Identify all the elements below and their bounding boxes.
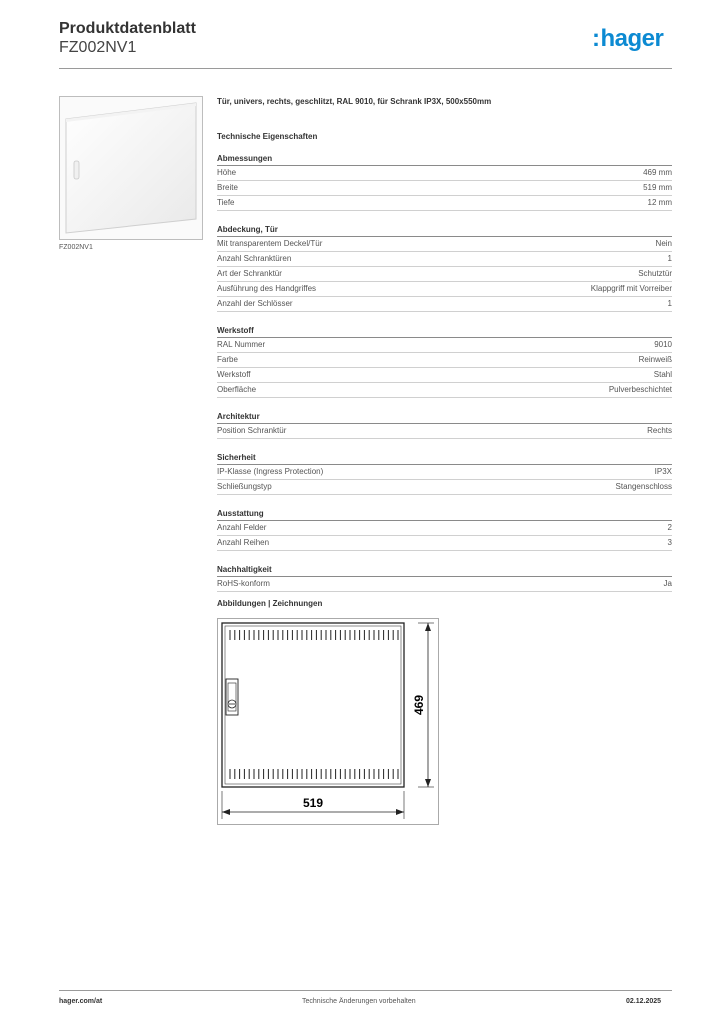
spec-group: [217, 324, 672, 398]
spec-group: [217, 563, 672, 592]
spec-label: Anzahl der Schlösser: [217, 299, 293, 308]
footer-disclaimer: Technische Änderungen vorbehalten: [302, 998, 416, 1005]
spec-value: Pulverbeschichtet: [608, 385, 672, 394]
spec-label: Schließungstyp: [217, 482, 272, 491]
spec-row: [217, 267, 672, 282]
spec-label: Anzahl Reihen: [217, 538, 270, 547]
header-divider: [59, 68, 672, 69]
spec-value: Schutztür: [638, 269, 672, 278]
spec-value: 469 mm: [643, 168, 672, 177]
spec-label: IP-Klasse (Ingress Protection): [217, 467, 324, 476]
spec-label: Tiefe: [217, 198, 235, 207]
page-title: Produktdatenblatt: [59, 20, 196, 37]
technical-drawing: [217, 618, 439, 825]
drawing-svg: [218, 619, 438, 824]
spec-row: [217, 353, 672, 368]
spec-value: Rechts: [647, 426, 672, 435]
spec-row: [217, 297, 672, 312]
spec-row: [217, 338, 672, 353]
spec-row: [217, 383, 672, 398]
spec-label: Oberfläche: [217, 385, 257, 394]
spec-value: Stahl: [653, 370, 672, 379]
spec-label: RAL Nummer: [217, 340, 266, 349]
spec-value: Stangenschloss: [615, 482, 672, 491]
spec-label: Anzahl Felder: [217, 523, 267, 532]
spec-group-title: Sicherheit: [217, 451, 672, 465]
spec-value: 3: [667, 538, 672, 547]
spec-value: 9010: [654, 340, 672, 349]
footer-website[interactable]: hager.com/at: [59, 998, 103, 1005]
spec-row: [217, 196, 672, 211]
height-dimension: [412, 623, 434, 787]
footer-divider: [59, 990, 672, 991]
spec-row: [217, 424, 672, 439]
spec-label: Werkstoff: [217, 370, 251, 379]
footer-date: 02.12.2025: [626, 998, 662, 1005]
spec-group-title: Abdeckung, Tür: [217, 223, 672, 237]
spec-row: [217, 577, 672, 592]
specs-section: [217, 132, 672, 604]
product-image: [59, 96, 203, 240]
spec-label: Anzahl Schranktüren: [217, 254, 292, 263]
article-number: FZ002NV1: [59, 39, 137, 56]
door-photo-illustration: [60, 97, 202, 239]
spec-value: 2: [667, 523, 672, 532]
handle-icon: [226, 679, 238, 715]
spec-row: [217, 237, 672, 252]
spec-group: [217, 451, 672, 495]
spec-label: Höhe: [217, 168, 237, 177]
spec-label: Breite: [217, 183, 238, 192]
spec-label: Ausführung des Handgriffes: [217, 284, 317, 293]
specs-heading: Technische Eigenschaften: [217, 132, 318, 141]
product-description: Tür, univers, rechts, geschlitzt, RAL 9010, für Schrank IP3X, 500x550mm: [217, 97, 492, 106]
spec-group: [217, 410, 672, 439]
spec-group-title: Architektur: [217, 410, 672, 424]
width-dimension: [222, 791, 404, 819]
spec-row: [217, 465, 672, 480]
spec-row: [217, 282, 672, 297]
spec-label: Farbe: [217, 355, 238, 364]
width-label: 519: [302, 796, 324, 810]
spec-groups: [217, 152, 672, 592]
spec-group: [217, 223, 672, 312]
drawings-title: Abbildungen | Zeichnungen: [217, 599, 323, 608]
spec-row: [217, 368, 672, 383]
spec-value: 1: [667, 254, 672, 263]
spec-value: Ja: [663, 579, 672, 588]
spec-row: [217, 252, 672, 267]
spec-row: [217, 536, 672, 551]
spec-label: Art der Schranktür: [217, 269, 282, 278]
spec-row: [217, 181, 672, 196]
spec-value: Klappgriff mit Vorreiber: [590, 284, 672, 293]
spec-row: [217, 166, 672, 181]
spec-label: Position Schranktür: [217, 426, 287, 435]
spec-value: 12 mm: [647, 198, 672, 207]
spec-group-title: Ausstattung: [217, 507, 672, 521]
spec-group: [217, 152, 672, 211]
spec-label: Mit transparentem Deckel/Tür: [217, 239, 323, 248]
spec-value: IP3X: [654, 467, 672, 476]
spec-value: Reinweiß: [638, 355, 672, 364]
hager-logo: :hager: [592, 25, 664, 52]
spec-value: 1: [667, 299, 672, 308]
spec-row: [217, 480, 672, 495]
ventilation-slots-top: [230, 630, 398, 640]
spec-group-title: Abmessungen: [217, 152, 672, 166]
spec-group-title: Werkstoff: [217, 324, 672, 338]
spec-value: Nein: [655, 239, 672, 248]
spec-value: 519 mm: [643, 183, 672, 192]
spec-group-title: Nachhaltigkeit: [217, 563, 672, 577]
height-label: 469: [412, 694, 426, 716]
logo-text: hager: [600, 25, 664, 52]
ventilation-slots-bottom: [230, 769, 398, 779]
spec-label: RoHS-konform: [217, 579, 270, 588]
spec-row: [217, 521, 672, 536]
image-caption: FZ002NV1: [59, 244, 93, 251]
spec-group: [217, 507, 672, 551]
